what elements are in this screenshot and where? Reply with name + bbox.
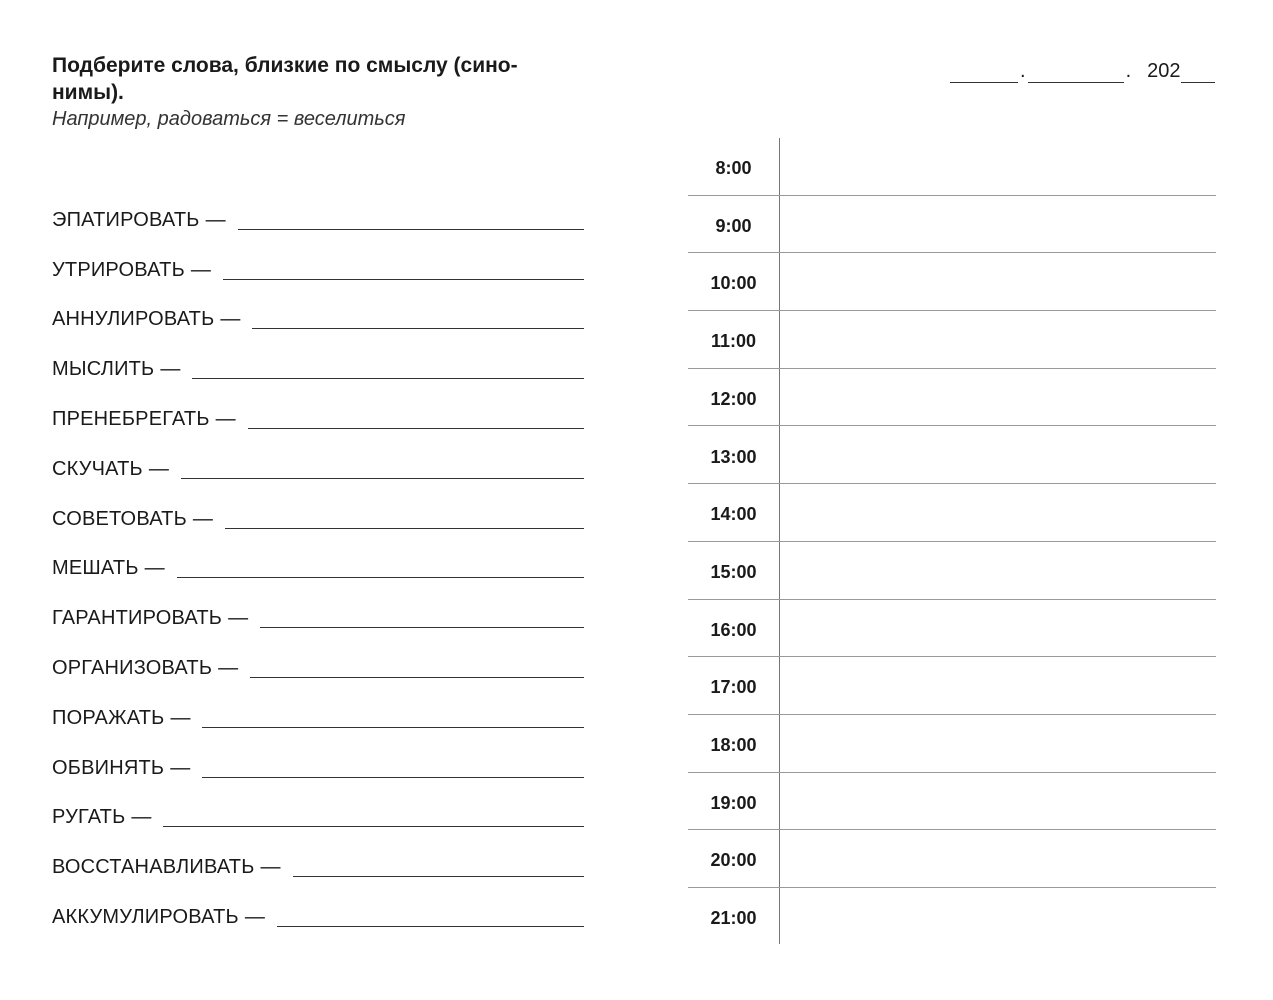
- time-label: 11:00: [710, 331, 757, 352]
- task-title: Подберите слова, близкие по смыслу (сино- нимы).: [52, 54, 518, 104]
- answer-line[interactable]: [248, 406, 584, 429]
- time-label: 19:00: [710, 792, 757, 813]
- date-month-blank[interactable]: [1028, 60, 1124, 83]
- word-label: ПОРАЖАТЬ: [52, 706, 165, 729]
- word-label: ВОССТАНАВЛИВАТЬ: [52, 856, 255, 879]
- time-label: 17:00: [710, 677, 757, 698]
- answer-line[interactable]: [252, 306, 584, 329]
- dash: —: [144, 557, 165, 580]
- schedule-slot[interactable]: [688, 138, 1216, 196]
- word-label: АННУЛИРОВАТЬ: [52, 308, 215, 331]
- word-label: СОВЕТОВАТЬ: [52, 507, 187, 530]
- word-label: ОРГАНИЗОВАТЬ: [52, 656, 213, 679]
- time-label: 21:00: [710, 908, 757, 929]
- answer-line[interactable]: [202, 705, 584, 728]
- schedule-slot[interactable]: [688, 830, 1216, 888]
- time-label: 16:00: [710, 619, 757, 640]
- word-row: [52, 485, 584, 535]
- task-header: [52, 52, 592, 132]
- word-label: АККУМУЛИРОВАТЬ: [52, 905, 239, 928]
- hourly-schedule: [688, 138, 1216, 944]
- schedule-slot[interactable]: [688, 600, 1216, 658]
- dash: —: [170, 706, 191, 729]
- date-separator: .: [1020, 60, 1026, 82]
- word-row: [52, 335, 584, 385]
- answer-line[interactable]: [223, 257, 584, 280]
- answer-line[interactable]: [293, 854, 584, 877]
- date-year-prefix: 202: [1147, 60, 1181, 82]
- date-field[interactable]: [950, 60, 1215, 83]
- word-row: [52, 833, 584, 883]
- schedule-slot[interactable]: [688, 427, 1216, 485]
- answer-line[interactable]: [225, 506, 584, 529]
- time-label: 13:00: [710, 446, 757, 467]
- answer-line[interactable]: [202, 755, 584, 778]
- word-row: [52, 286, 584, 336]
- word-row: [52, 684, 584, 734]
- dash: —: [160, 358, 181, 381]
- schedule-slot[interactable]: [688, 196, 1216, 254]
- synonym-word-list: [52, 186, 584, 933]
- schedule-slot[interactable]: [688, 657, 1216, 715]
- word-label: МЫСЛИТЬ: [52, 358, 155, 381]
- dash: —: [170, 756, 191, 779]
- dash: —: [190, 258, 211, 281]
- time-label: 20:00: [710, 850, 757, 871]
- dash: —: [260, 856, 281, 879]
- word-row: [52, 385, 584, 435]
- word-row: [52, 634, 584, 684]
- schedule-slot[interactable]: [688, 542, 1216, 600]
- time-label: 8:00: [715, 158, 752, 178]
- word-row: [52, 883, 584, 933]
- dash: —: [131, 806, 152, 829]
- word-label: РУГАТЬ: [52, 806, 126, 829]
- schedule-slot[interactable]: [688, 773, 1216, 831]
- answer-line[interactable]: [177, 555, 584, 578]
- word-row: [52, 734, 584, 784]
- answer-line[interactable]: [260, 605, 584, 628]
- word-label: УТРИРОВАТЬ: [52, 258, 185, 281]
- answer-line[interactable]: [163, 804, 584, 827]
- time-label: 15:00: [710, 561, 757, 582]
- dash: —: [228, 607, 249, 630]
- dash: —: [218, 656, 239, 679]
- word-row: [52, 435, 584, 485]
- schedule-slot[interactable]: [688, 253, 1216, 311]
- date-day-blank[interactable]: [950, 60, 1018, 83]
- word-row: [52, 236, 584, 286]
- schedule-slot[interactable]: [688, 311, 1216, 369]
- time-label: 12:00: [710, 388, 757, 409]
- time-label: 18:00: [710, 735, 757, 755]
- answer-line[interactable]: [277, 904, 584, 927]
- word-label: МЕШАТЬ: [52, 557, 139, 580]
- schedule-slot[interactable]: [688, 369, 1216, 427]
- word-label: ГАРАНТИРОВАТЬ: [52, 607, 223, 630]
- dash: —: [192, 507, 213, 530]
- word-row: [52, 535, 584, 585]
- dash: —: [205, 208, 226, 231]
- dash: —: [215, 407, 236, 430]
- time-label: 14:00: [710, 504, 757, 525]
- schedule-slot[interactable]: [688, 888, 1216, 946]
- word-label: СКУЧАТЬ: [52, 457, 143, 480]
- answer-line[interactable]: [250, 655, 584, 678]
- word-label: ПРЕНЕБРЕГАТЬ: [52, 407, 210, 430]
- answer-line[interactable]: [238, 207, 584, 230]
- date-year-blank[interactable]: [1181, 60, 1215, 83]
- dash: —: [244, 905, 265, 928]
- answer-line[interactable]: [192, 356, 584, 379]
- word-row: [52, 584, 584, 634]
- date-separator: .: [1125, 60, 1132, 82]
- time-label: 9:00: [715, 215, 752, 236]
- dash: —: [148, 457, 169, 480]
- word-row: [52, 186, 584, 236]
- word-row: [52, 784, 584, 834]
- time-label: 10:00: [710, 273, 757, 294]
- answer-line[interactable]: [181, 456, 584, 479]
- schedule-slot[interactable]: [688, 484, 1216, 542]
- word-label: ОБВИНЯТЬ: [52, 756, 165, 779]
- word-label: ЭПАТИРОВАТЬ: [52, 208, 200, 231]
- schedule-slot[interactable]: [688, 715, 1216, 773]
- task-example: Например, радоваться = веселиться: [52, 108, 406, 130]
- dash: —: [220, 308, 241, 331]
